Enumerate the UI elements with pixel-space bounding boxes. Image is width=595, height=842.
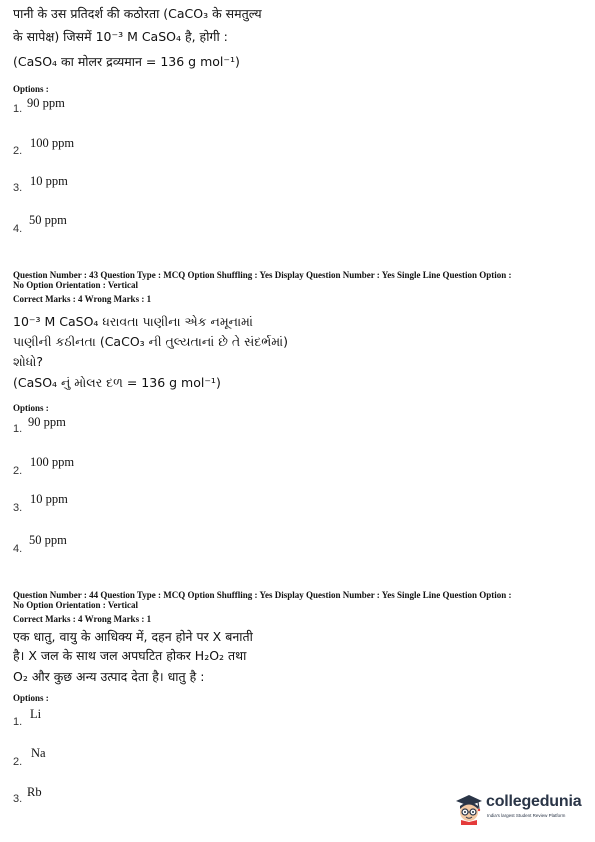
logo-tagline: India's largest Student Review Platform: [487, 813, 566, 818]
q42-options-label: Options :: [13, 84, 49, 94]
q43-options-label: Options :: [13, 403, 49, 413]
q43-text-line1: 10⁻³ M CaSO₄ ધરાવતા પાણીના એક નમૂનામાં: [13, 314, 253, 329]
q43-text-line3: શોધો?: [13, 354, 44, 369]
q42-option4-text[interactable]: 50 ppm: [29, 213, 67, 227]
q43-option3-text[interactable]: 10 ppm: [30, 492, 68, 506]
q44-marks: Correct Marks : 4 Wrong Marks : 1: [13, 614, 152, 624]
q44-option2-number: 2.: [13, 756, 23, 768]
q43-option1-number: 1.: [13, 423, 23, 435]
q42-option2-number: 2.: [13, 145, 23, 157]
q43-option3-number: 3.: [13, 502, 23, 514]
q44-text-line2: है। X जल के साथ जल अपघटित होकर H₂O₂ तथा: [13, 648, 247, 663]
q43-text-line2: પાણીની કઠીનતા (CaCO₃ ની તુલ્યતાનાં છે તે સંદર્ભમાં): [13, 334, 288, 349]
q44-option1-text[interactable]: Li: [30, 707, 42, 721]
q44-meta-line2: No Option Orientation : Vertical: [13, 600, 138, 610]
q43-option2-number: 2.: [13, 465, 23, 477]
student-mascot-icon: [452, 791, 486, 825]
q44-text-line3: O₂ और कुछ अन्य उत्पाद देता है। धातु है :: [13, 669, 205, 684]
q42-option3-number: 3.: [13, 182, 23, 194]
logo-brand-name: collegedunia: [486, 793, 582, 810]
q43-meta-line2: No Option Orientation : Vertical: [13, 280, 138, 290]
q43-option4-number: 4.: [13, 543, 23, 555]
q42-text-line3: (CaSO₄ का मोलर द्रव्यमान = 136 g mol⁻¹): [13, 54, 240, 69]
q44-option2-text[interactable]: Na: [31, 746, 46, 760]
q44-option3-text[interactable]: Rb: [27, 785, 42, 799]
q44-options-label: Options :: [13, 693, 49, 703]
q42-option3-text[interactable]: 10 ppm: [30, 174, 68, 188]
q42-option4-number: 4.: [13, 223, 23, 235]
q42-text-line1: पानी के उस प्रतिदर्श की कठोरता (CaCO₃ के समतुल्य: [13, 6, 262, 21]
q44-text-line1: एक धातु, वायु के आधिक्य में, दहन होने पर X बनाती: [13, 629, 253, 644]
q44-option1-number: 1.: [13, 716, 23, 728]
q44-option3-number: 3.: [13, 793, 23, 805]
q43-text-line4: (CaSO₄ નું મોલર દળ = 136 g mol⁻¹): [13, 375, 221, 390]
q42-option1-text[interactable]: 90 ppm: [27, 96, 65, 110]
q42-option1-number: 1.: [13, 103, 23, 115]
q43-option1-text[interactable]: 90 ppm: [28, 415, 66, 429]
collegedunia-logo: [452, 791, 592, 831]
q42-text-line2: के सापेक्ष) जिसमें 10⁻³ M CaSO₄ है, होगी :: [13, 29, 228, 44]
q44-meta-line1: Question Number : 44 Question Type : MCQ Option Shuffling : Yes Display Question Number : Yes Single Line Question Option :: [13, 590, 512, 600]
q43-meta-line1: Question Number : 43 Question Type : MCQ Option Shuffling : Yes Display Question Number : Yes Single Line Question Option :: [13, 270, 512, 280]
q43-option2-text[interactable]: 100 ppm: [30, 455, 75, 469]
q42-option2-text[interactable]: 100 ppm: [30, 136, 75, 150]
q43-marks: Correct Marks : 4 Wrong Marks : 1: [13, 294, 152, 304]
q43-option4-text[interactable]: 50 ppm: [29, 533, 67, 547]
